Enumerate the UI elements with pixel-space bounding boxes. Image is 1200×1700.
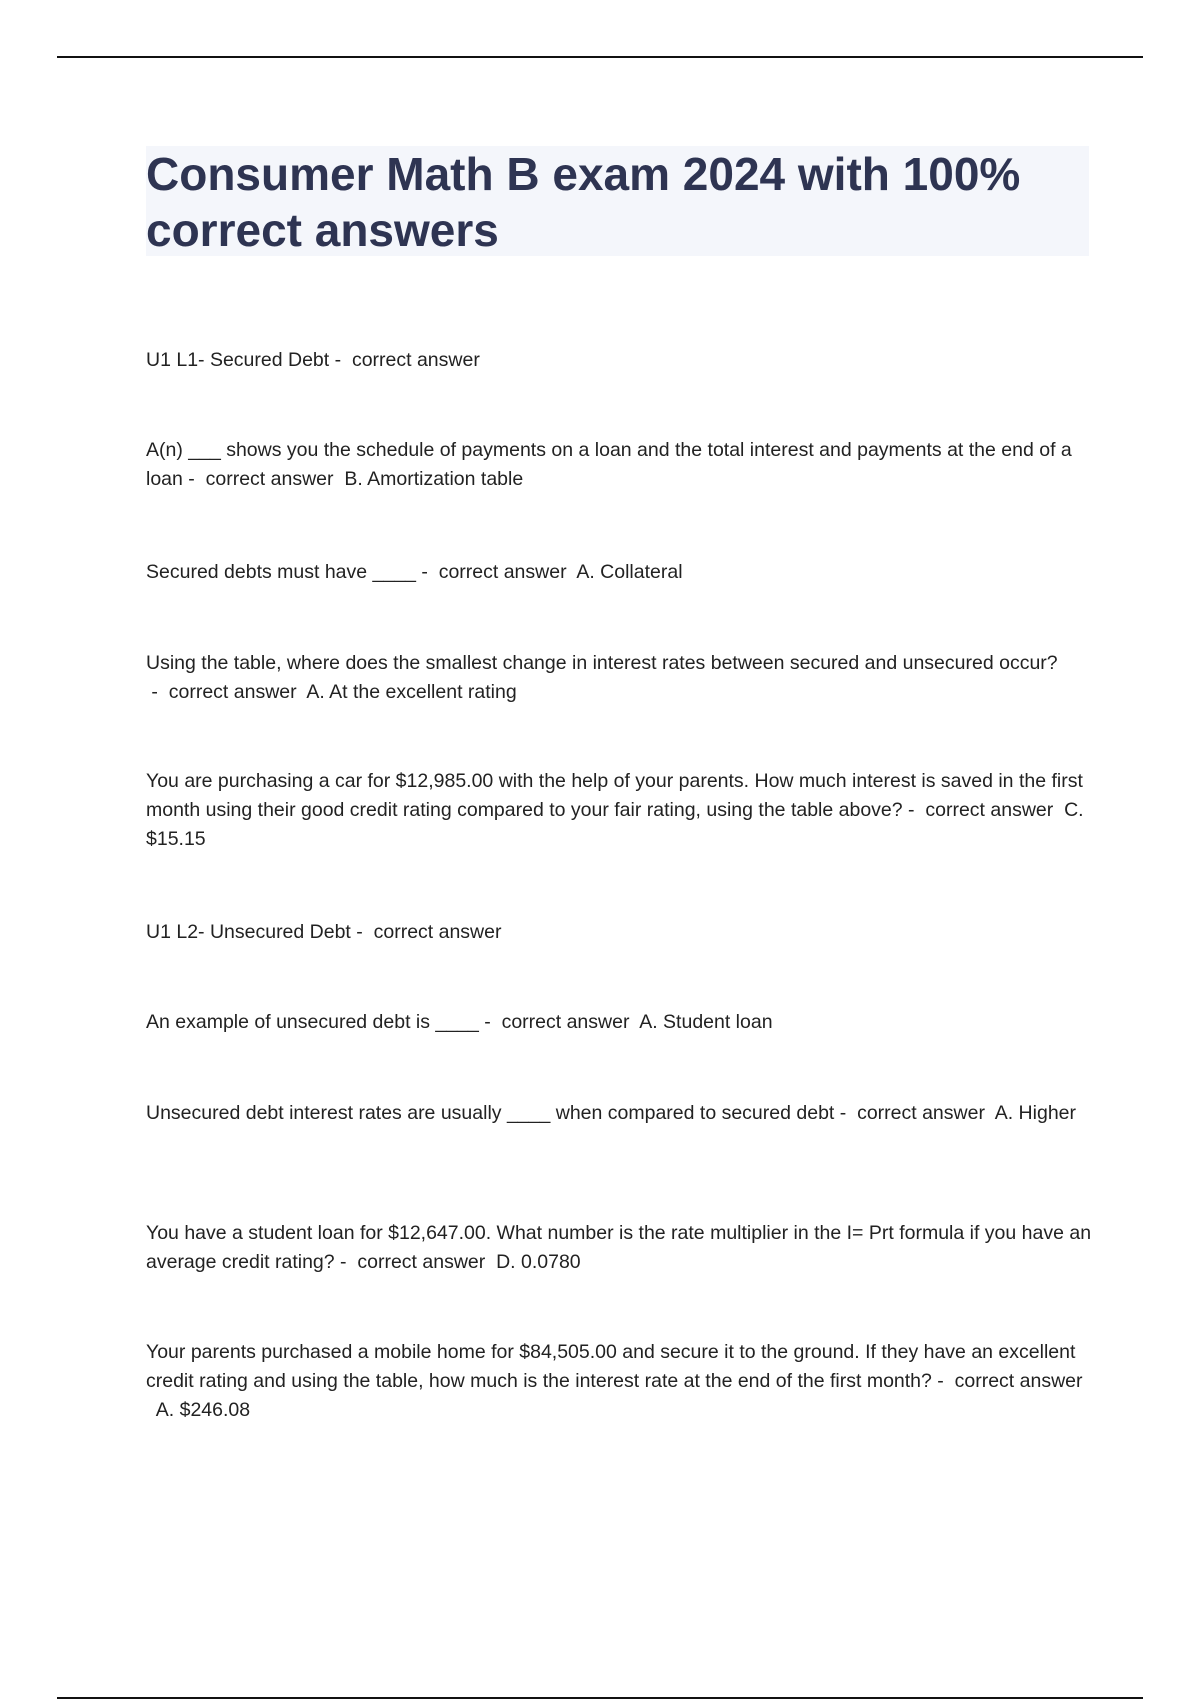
answer-label: correct answer bbox=[501, 1011, 630, 1033]
page-title: Consumer Math B exam 2024 with 100% correct answers bbox=[146, 148, 1021, 256]
answer-text: B. Amortization table bbox=[344, 468, 524, 490]
qa-item: U1 L2- Unsecured Debt - correct answer bbox=[146, 921, 502, 943]
question-text: An example of unsecured debt is ____ bbox=[146, 1011, 479, 1033]
qa-item: U1 L1- Secured Debt - correct answer bbox=[146, 349, 480, 371]
answer-label: correct answer bbox=[357, 1251, 486, 1273]
answer-label: correct answer bbox=[438, 561, 567, 583]
qa-item: You have a student loan for $12,647.00. What number is the rate multiplier in the I= Prt formula if you have an average credit rating? - correct answer D. 0.0780 bbox=[146, 1222, 1092, 1273]
question-text: You have a student loan for $12,647.00. What number is the rate multiplier in the I= Prt formula if you have an average credit rating? bbox=[146, 1222, 1092, 1273]
qa-item: An example of unsecured debt is ____ - correct answer A. Student loan bbox=[146, 1011, 773, 1033]
answer-text: A. Collateral bbox=[576, 561, 683, 583]
answer-label: correct answer bbox=[925, 799, 1054, 821]
answer-label: correct answer bbox=[205, 468, 334, 490]
question-text: Your parents purchased a mobile home for $84,505.00 and secure it to the ground. If they have an excellent credit rating and using the table, how much is the interest rate at the end of the first month? bbox=[146, 1341, 1076, 1392]
title-banner bbox=[146, 146, 1089, 256]
answer-text: C. $15.15 bbox=[146, 799, 1084, 850]
qa-item: Using the table, where does the smallest change in interest rates between secured and unsecured occur? - correct answer A. At the excellent rating bbox=[146, 652, 1058, 703]
answer-text: A. At the excellent rating bbox=[306, 681, 517, 703]
answer-text: A. $246.08 bbox=[155, 1399, 251, 1421]
qa-item: Unsecured debt interest rates are usually ____ when compared to secured debt - correct answer A. Higher bbox=[146, 1102, 1077, 1124]
top-divider bbox=[57, 56, 1143, 58]
answer-label: correct answer bbox=[954, 1370, 1083, 1392]
answer-text: A. Higher bbox=[994, 1102, 1077, 1124]
answer-label: correct answer bbox=[168, 681, 297, 703]
question-text: A(n) ___ shows you the schedule of payments on a loan and the total interest and payments at the end of a loan bbox=[146, 439, 1072, 490]
question-text: U1 L1- Secured Debt bbox=[146, 349, 330, 371]
answer-text: A. Student loan bbox=[639, 1011, 773, 1033]
qa-item: You are purchasing a car for $12,985.00 with the help of your parents. How much interest is saved in the first month using their good credit rating compared to your fair rating, using the table above? - correct answer C. $15.15 bbox=[146, 770, 1084, 850]
question-text: Unsecured debt interest rates are usually ____ when compared to secured debt bbox=[146, 1102, 835, 1124]
answer-label: correct answer bbox=[351, 349, 480, 371]
question-text: U1 L2- Unsecured Debt bbox=[146, 921, 351, 943]
qa-item: Secured debts must have ____ - correct answer A. Collateral bbox=[146, 561, 683, 583]
question-text: Using the table, where does the smallest change in interest rates between secured and unsecured occur? bbox=[146, 652, 1058, 674]
qa-item: A(n) ___ shows you the schedule of payments on a loan and the total interest and payments at the end of a loan - correct answer B. Amortization table bbox=[146, 439, 1072, 490]
question-text: Secured debts must have ____ bbox=[146, 561, 416, 583]
qa-item: Your parents purchased a mobile home for $84,505.00 and secure it to the ground. If they have an excellent credit rating and using the table, how much is the interest rate at the end of the first month? - correct answer A. $246.08 bbox=[146, 1341, 1083, 1421]
answer-text: D. 0.0780 bbox=[496, 1251, 581, 1273]
question-text: You are purchasing a car for $12,985.00 with the help of your parents. How much interest is saved in the first month using their good credit rating compared to your fair rating, using the table above? bbox=[146, 770, 1083, 821]
bottom-divider bbox=[57, 1697, 1143, 1699]
answer-label: correct answer bbox=[857, 1102, 985, 1124]
answer-label: correct answer bbox=[373, 921, 502, 943]
